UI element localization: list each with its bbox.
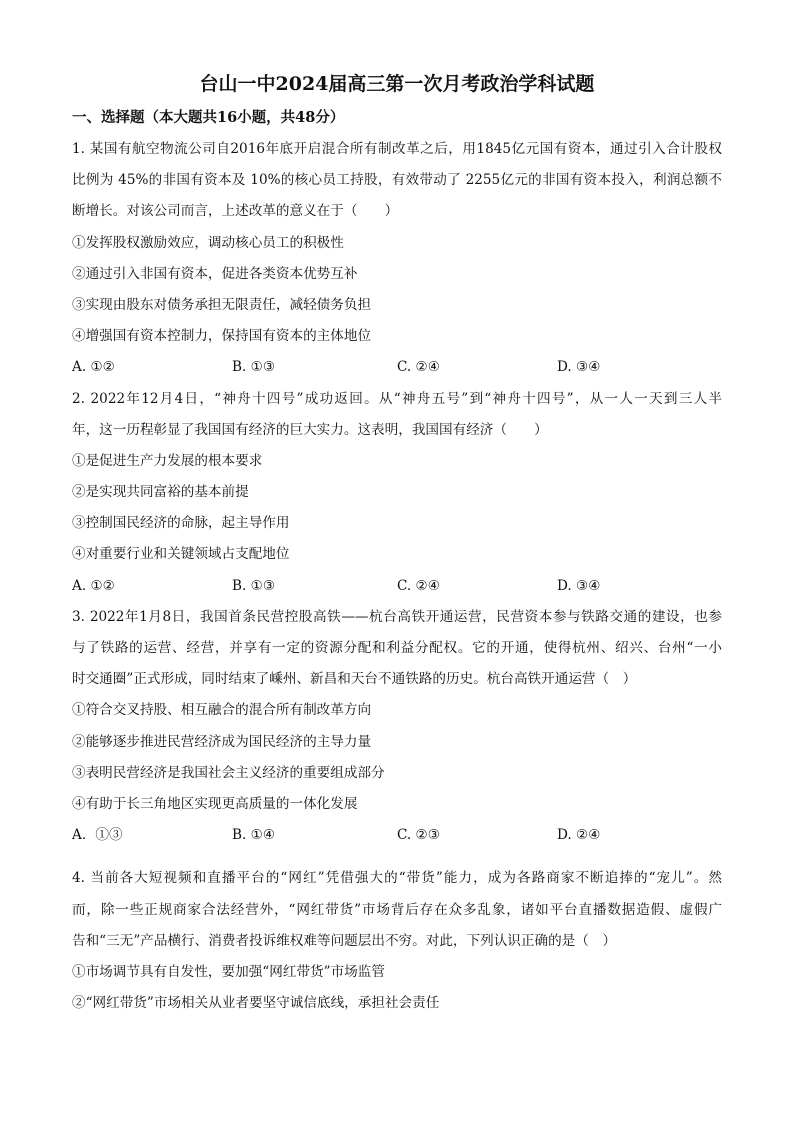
answer-option-b: B. ①④ bbox=[232, 827, 276, 844]
question-stem-line: 1. 某国有航空物流公司自2016年底开启混合所有制改革之后，用1845亿元国有资本，通过引入合计股权 bbox=[72, 141, 722, 157]
statement-item: ①发挥股权激励效应，调动核心员工的积极性 bbox=[72, 234, 344, 251]
answer-options bbox=[72, 820, 722, 851]
answer-option-a: A. ①② bbox=[72, 577, 115, 594]
question-list bbox=[72, 134, 722, 1019]
answer-options bbox=[72, 352, 722, 383]
page-title: 台山一中2024届高三第一次月考政治学科试题 bbox=[199, 73, 595, 95]
question-3 bbox=[72, 602, 722, 852]
statement-item: ①是促进生产力发展的根本要求 bbox=[72, 452, 263, 469]
answer-option-b: B. ①③ bbox=[232, 577, 276, 594]
answer-option-b: B. ①③ bbox=[232, 359, 276, 376]
answer-option-d: D. ②④ bbox=[557, 827, 601, 844]
answer-option-d: D. ③④ bbox=[557, 577, 601, 594]
question-stem-line: 4. 当前各大短视频和直播平台的“网红”凭借强大的“带货”能力，成为各路商家不断追捧的“宠儿”。然 bbox=[72, 870, 722, 887]
question-stem-line: 时交通圈”正式形成，同时结束了嵊州、新昌和天台不通铁路的历史。杭台高铁开通运营（ ） bbox=[72, 671, 637, 688]
statement-item: ①市场调节具有自发性，要加强“网红带货”市场监管 bbox=[72, 963, 385, 980]
answer-option-c: C. ②④ bbox=[397, 577, 440, 594]
statement-item: ②能够逐步推进民营经济成为国民经济的主导力量 bbox=[72, 733, 372, 750]
statement-item: ③实现由股东对债务承担无限责任，减轻债务负担 bbox=[72, 296, 372, 313]
question-stem-line: 比例为 45%的非国有资本及 10%的核心员工持股，有效带动了 2255亿元的非国有资本投入，利润总额不 bbox=[72, 172, 722, 189]
question-stem-line: 与了铁路的运营、经营，并享有一定的资源分配和利益分配权。它的开通，使得杭州、绍兴、台州“一小 bbox=[72, 640, 722, 656]
question-stem-line: 断增长。对该公司而言，上述改革的意义在于（ ） bbox=[72, 203, 399, 220]
question-1 bbox=[72, 134, 722, 384]
answer-option-c: C. ②③ bbox=[397, 827, 440, 844]
question-stem-line: 告和“三无”产品横行、消费者投诉维权难等问题层出不穷。对此，下列认识正确的是（ ） bbox=[72, 932, 617, 949]
answer-option-c: C. ②④ bbox=[397, 359, 440, 376]
statement-item: ③控制国民经济的命脉，起主导作用 bbox=[72, 515, 290, 532]
question-stem-line: 3. 2022年1月8日，我国首条民营控股高铁——杭台高铁开通运营，民营资本参与铁路交通的建设，也参 bbox=[72, 608, 722, 625]
question-2 bbox=[72, 384, 722, 602]
answer-option-a: A. ①② bbox=[72, 359, 115, 376]
statement-item: ②“网红带货”市场相关从业者要坚守诚信底线，承担社会责任 bbox=[72, 995, 440, 1012]
statement-item: ④增强国有资本控制力，保持国有资本的主体地位 bbox=[72, 328, 372, 345]
statement-item: ④对重要行业和关键领域占支配地位 bbox=[72, 546, 290, 563]
statement-item: ①符合交叉持股、相互融合的混合所有制改革方向 bbox=[72, 702, 372, 719]
question-4 bbox=[72, 863, 722, 1019]
answer-option-d: D. ③④ bbox=[557, 359, 601, 376]
question-stem-line: 而，除一些正规商家合法经营外，“网红带货”市场背后存在众多乱象，诸如平台直播数据造假、虚假广 bbox=[72, 901, 722, 918]
question-stem-line: 2. 2022年12月4日，“神舟十四号”成功返回。从“神舟五号”到“神舟十四号”，从一人一天到三人半 bbox=[72, 390, 722, 407]
statement-item: ②通过引入非国有资本，促进各类资本优势互补 bbox=[72, 265, 358, 282]
answer-option-a: A．①③ bbox=[72, 827, 123, 844]
statement-item: ②是实现共同富裕的基本前提 bbox=[72, 484, 249, 501]
question-stem-line: 年，这一历程彰显了我国国有经济的巨大实力。这表明，我国国有经济（ ） bbox=[72, 421, 548, 438]
section-heading: 一、选择题（本大题共16小题，共48分） bbox=[72, 109, 345, 126]
statement-item: ④有助于长三角地区实现更高质量的一体化发展 bbox=[72, 795, 358, 812]
answer-options bbox=[72, 571, 722, 602]
statement-item: ③表明民营经济是我国社会主义经济的重要组成部分 bbox=[72, 764, 385, 781]
